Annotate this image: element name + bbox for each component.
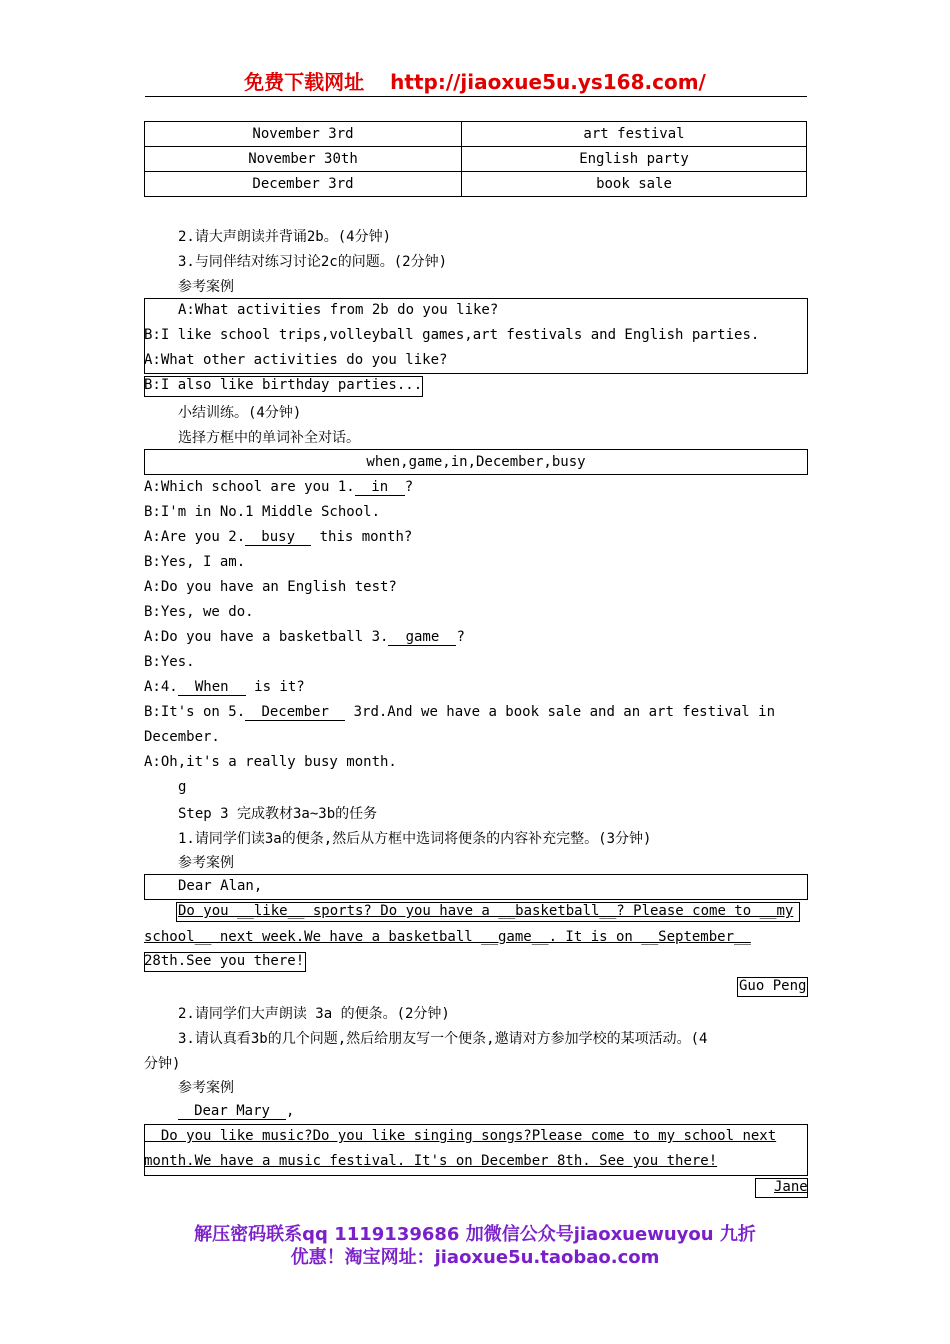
header-url[interactable]: http://jiaoxue5u.ys168.com/ (390, 70, 706, 94)
conversation-line: A:Oh,it's a really busy month. (144, 754, 397, 770)
event-cell: English party (462, 147, 807, 172)
answer-blank: busy (245, 530, 311, 546)
reference-label: 参考案例 (178, 855, 234, 871)
line-text: ? (456, 629, 465, 645)
stray-text: g (178, 779, 187, 795)
note-line: 28th.See you there! (144, 953, 305, 969)
instruction-line: 3.与同伴结对练习讨论2c的问题。(2分钟) (178, 254, 448, 270)
line-text: A:Do you have a basketball 3. (144, 629, 389, 645)
header-title: 免费下载网址 (244, 70, 365, 94)
conversation-line: B:I'm in No.1 Middle School. (144, 504, 381, 520)
instruction-line: 分钟) (144, 1056, 181, 1072)
dialogue-line: B:I like school trips,volleyball games,art festivals and English parties. (144, 327, 760, 343)
line-text: A:Are you 2. (144, 529, 246, 545)
conversation-line (144, 479, 413, 496)
answer-blank: December (245, 705, 345, 721)
note-line: month.We have a music festival. It's on December 8th. See you there! (144, 1153, 718, 1169)
conversation-line (144, 704, 775, 721)
line-text: A:Which school are you 1. (144, 479, 355, 495)
note-greeting: Dear Alan, (178, 878, 263, 894)
greeting-name: Dear Mary (178, 1104, 286, 1120)
conversation-line (144, 529, 412, 546)
conversation-line: B:Yes. (144, 654, 195, 670)
note-line: Do you like music?Do you like singing songs?Please come to my school next (144, 1128, 777, 1144)
line-text: , (286, 1103, 295, 1119)
events-table (144, 121, 807, 197)
line-text: is it? (245, 679, 305, 695)
line-text: A:4. (144, 679, 178, 695)
footer-line[interactable]: 优惠！淘宝网址：jiaoxue5u.taobao.com (290, 1247, 660, 1268)
instruction-line: 选择方框中的单词补全对话。 (178, 430, 360, 446)
instruction-line: 3.请认真看3b的几个问题,然后给朋友写一个便条,邀请对方参加学校的某项活动。(4 (178, 1031, 708, 1047)
conversation-line: B:Yes, we do. (144, 604, 254, 620)
header-divider (145, 96, 807, 97)
note-signature: Jane (774, 1179, 808, 1195)
instruction-line: 小结训练。(4分钟) (178, 405, 302, 421)
reference-label: 参考案例 (178, 279, 234, 295)
date-cell: November 30th (145, 147, 462, 172)
table-row (145, 122, 807, 147)
reference-label: 参考案例 (178, 1080, 234, 1096)
line-text: 3rd.And we have a book sale and an art festival in (345, 704, 776, 720)
note-line: school__ next week.We have a basketball __game__. It is on __September__ (144, 929, 751, 945)
event-cell: book sale (462, 172, 807, 197)
conversation-line (144, 629, 465, 646)
conversation-line (144, 679, 305, 696)
line-text: this month? (311, 529, 413, 545)
instruction-line: 2.请同学们大声朗读 3a 的便条。(2分钟) (178, 1006, 450, 1022)
page-header (0, 66, 950, 95)
note-line: Do you __like__ sports? Do you have a __basketball__? Please come to __my (178, 903, 794, 919)
event-cell: art festival (462, 122, 807, 147)
table-row (145, 147, 807, 172)
line-text: ? (404, 479, 414, 495)
footer-line: 解压密码联系qq 1119139686 加微信公众号jiaoxuewuyou 九折 (194, 1224, 756, 1245)
answer-blank: game (388, 630, 456, 646)
instruction-line: 2.请大声朗读并背诵2b。(4分钟) (178, 229, 392, 245)
step-heading: Step 3 完成教材3a~3b的任务 (178, 806, 378, 822)
conversation-line: A:Do you have an English test? (144, 579, 397, 595)
note-signature: Guo Peng (739, 978, 807, 994)
date-cell: December 3rd (145, 172, 462, 197)
dialogue-line: A:What activities from 2b do you like? (178, 302, 499, 318)
table-row (145, 172, 807, 197)
dialogue-line: B:I also like birthday parties... (144, 377, 423, 393)
date-cell: November 3rd (145, 122, 462, 147)
instruction-line: 1.请同学们读3a的便条,然后从方框中选词将便条的内容补充完整。(3分钟) (178, 831, 652, 847)
dialogue-line: A:What other activities do you like? (144, 352, 448, 368)
word-box: when,game,in,December,busy (144, 449, 808, 475)
answer-blank: When (178, 680, 246, 696)
answer-blank: in (355, 480, 405, 496)
conversation-line: December. (144, 729, 220, 745)
conversation-line: B:Yes, I am. (144, 554, 246, 570)
note-greeting (178, 1103, 294, 1120)
line-text: B:It's on 5. (144, 704, 246, 720)
